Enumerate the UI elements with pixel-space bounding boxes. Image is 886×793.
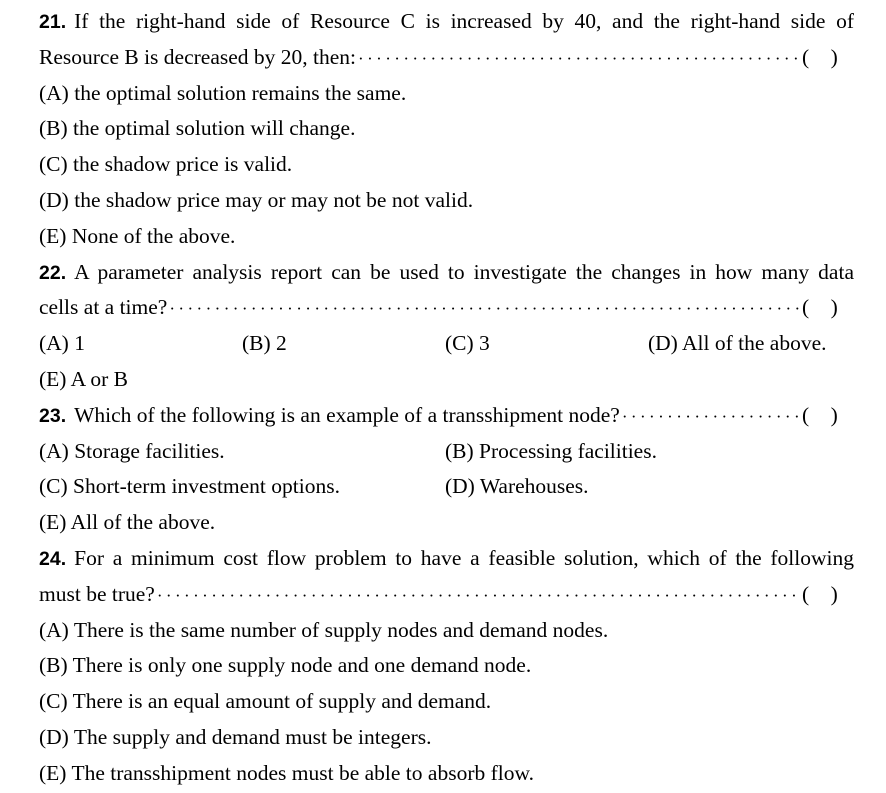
answer-blank: ( ) (802, 44, 838, 69)
question-number: 24. (39, 547, 67, 570)
question-21 (39, 4, 854, 255)
leader-dots (155, 578, 802, 614)
option-e: (E) A or B (39, 366, 128, 391)
option-b: (B) 2 (242, 331, 287, 356)
option-a: (A) Storage facilities. (39, 438, 225, 463)
question-stem-line (39, 255, 854, 291)
option-a: (A) There is the same number of supply nodes and demand nodes. (39, 617, 609, 642)
question-stem-line (39, 4, 854, 40)
answer-blank: ( ) (802, 581, 838, 606)
options-row (39, 469, 854, 505)
option-b: (B) There is only one supply node and one demand node. (39, 653, 532, 678)
question-23 (39, 398, 854, 541)
question-stem-line (39, 40, 854, 76)
option-d: (D) Warehouses. (445, 474, 589, 499)
option-d: (D) The supply and demand must be integers. (39, 724, 432, 749)
question-stem-text: cells at a time? (39, 295, 168, 320)
option-c: (C) Short-term investment options. (39, 474, 340, 499)
question-stem-text: Which of the following is an example of a transshipment node? (74, 402, 620, 427)
option-c: (C) 3 (445, 331, 490, 356)
answer-blank: ( ) (802, 402, 838, 427)
question-stem-text: A parameter analysis report can be used to investigate the changes in how many data (74, 259, 854, 284)
leader-dots (620, 399, 802, 435)
option-d: (D) the shadow price may or may not be not valid. (39, 187, 474, 212)
option-b: (B) the optimal solution will change. (39, 116, 356, 141)
option-e: (E) The transshipment nodes must be able to absorb flow. (39, 760, 534, 785)
question-stem-text: If the right-hand side of Resource C is increased by 40, and the right-hand side of (74, 9, 854, 33)
option-e: (E) All of the above. (39, 510, 216, 535)
option-e: (E) None of the above. (39, 223, 236, 248)
question-stem-text: For a minimum cost flow problem to have a feasible solution, which of the following (74, 545, 854, 570)
leader-dots (356, 41, 802, 77)
question-stem-text: Resource B is decreased by 20, then: (39, 44, 357, 69)
option-c: (C) the shadow price is valid. (39, 152, 293, 177)
question-22 (39, 255, 854, 398)
option-d: (D) All of the above. (648, 331, 827, 356)
answer-blank: ( ) (802, 295, 838, 320)
option-a: (A) 1 (39, 331, 85, 356)
question-24 (39, 541, 854, 792)
options-row (39, 434, 854, 470)
leader-dots (167, 291, 802, 327)
question-stem-line (39, 577, 854, 613)
option-c: (C) There is an equal amount of supply and demand. (39, 689, 492, 714)
option-b: (B) Processing facilities. (445, 438, 657, 463)
question-stem-line (39, 290, 854, 326)
question-number: 22. (39, 261, 67, 284)
options-row (39, 326, 854, 362)
option-a: (A) the optimal solution remains the same. (39, 80, 407, 105)
question-stem-text: must be true? (39, 581, 155, 606)
question-number: 23. (39, 404, 67, 427)
question-stem-line (39, 541, 854, 577)
question-stem-line (39, 398, 854, 434)
question-number: 21. (39, 11, 67, 33)
